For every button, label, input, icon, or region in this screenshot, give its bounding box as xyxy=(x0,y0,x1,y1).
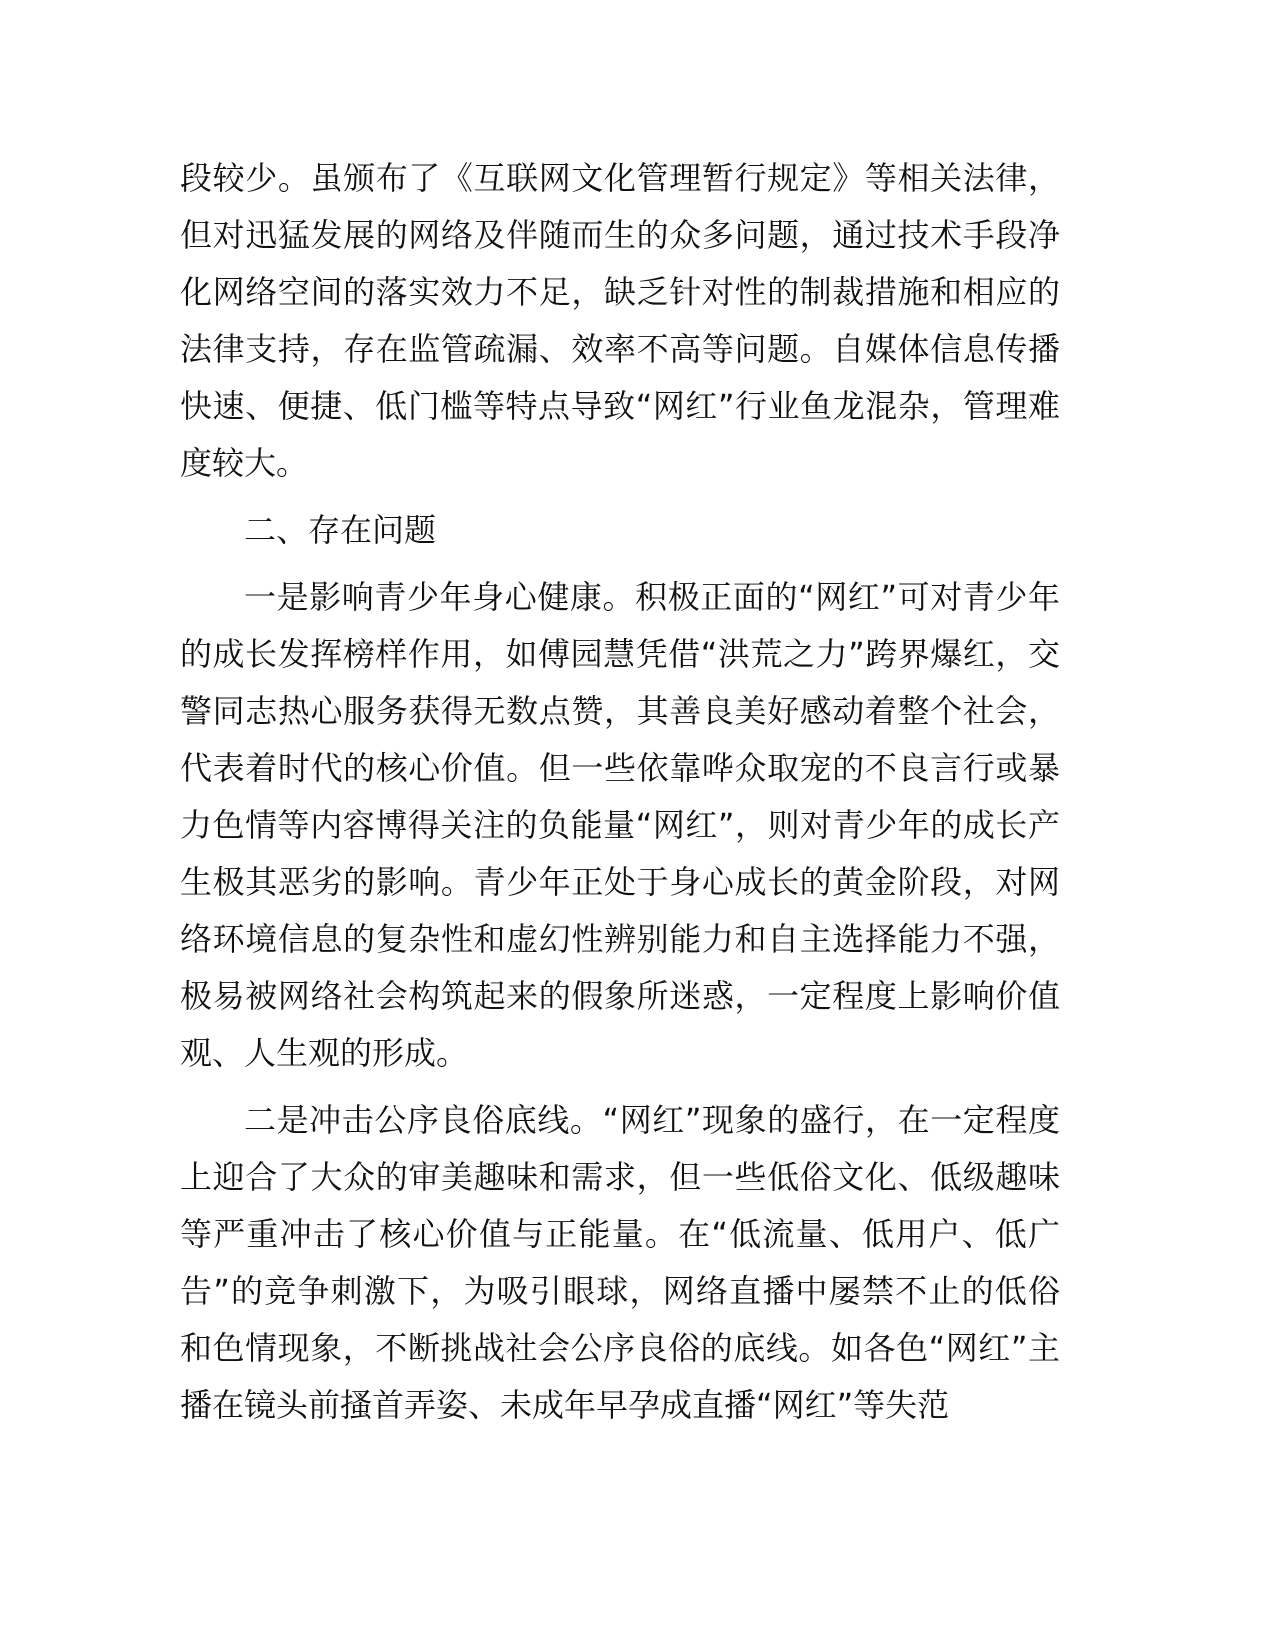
paragraph-youth-health: 一是影响青少年身心健康。积极正面的“网红”可对青少年的成长发挥榜样作用，如傅园慧凭借“洪荒之力”跨界爆红，交警同志热心服务获得无数点赞，其善良美好感动着整个社会，代表着时代的核心价值。但一些依靠哗众取宠的不良言行或暴力色情等内容博得关注的负能量“网红”，则对青少年的成长产生极其恶劣的影响。青少年正处于身心成长的黄金阶段，对网络环境信息的复杂性和虚幻性辨别能力和自主选择能力不强，极易被网络社会构筑起来的假象所迷惑，一定程度上影响价值观、人生观的形成。 xyxy=(180,578,1060,1072)
paragraph-continuation: 段较少。虽颁布了《互联网文化管理暂行规定》等相关法律，但对迅猛发展的网络及伴随而生的众多问题，通过技术手段净化网络空间的落实效力不足，缺乏针对性的制裁措施和相应的法律支持，存在监管疏漏、效率不高等问题。自媒体信息传播快速、便捷、低门槛等特点导致“网红”行业鱼龙混杂，管理难度较大。 xyxy=(180,159,1060,482)
section-heading: 二、存在问题 xyxy=(244,511,437,549)
paragraph-public-order: 二是冲击公序良俗底线。“网红”现象的盛行，在一定程度上迎合了大众的审美趣味和需求，但一些低俗文化、低级趣味等严重冲击了核心价值与正能量。在“低流量、低用户、低广告”的竞争刺激下，为吸引眼球，网络直播中屡禁不止的低俗和色情现象，不断挑战社会公序良俗的底线。如各色“网红”主播在镜头前搔首弄姿、未成年早孕成直播“网红”等失范 xyxy=(180,1101,1060,1424)
document-body xyxy=(180,150,1060,1444)
